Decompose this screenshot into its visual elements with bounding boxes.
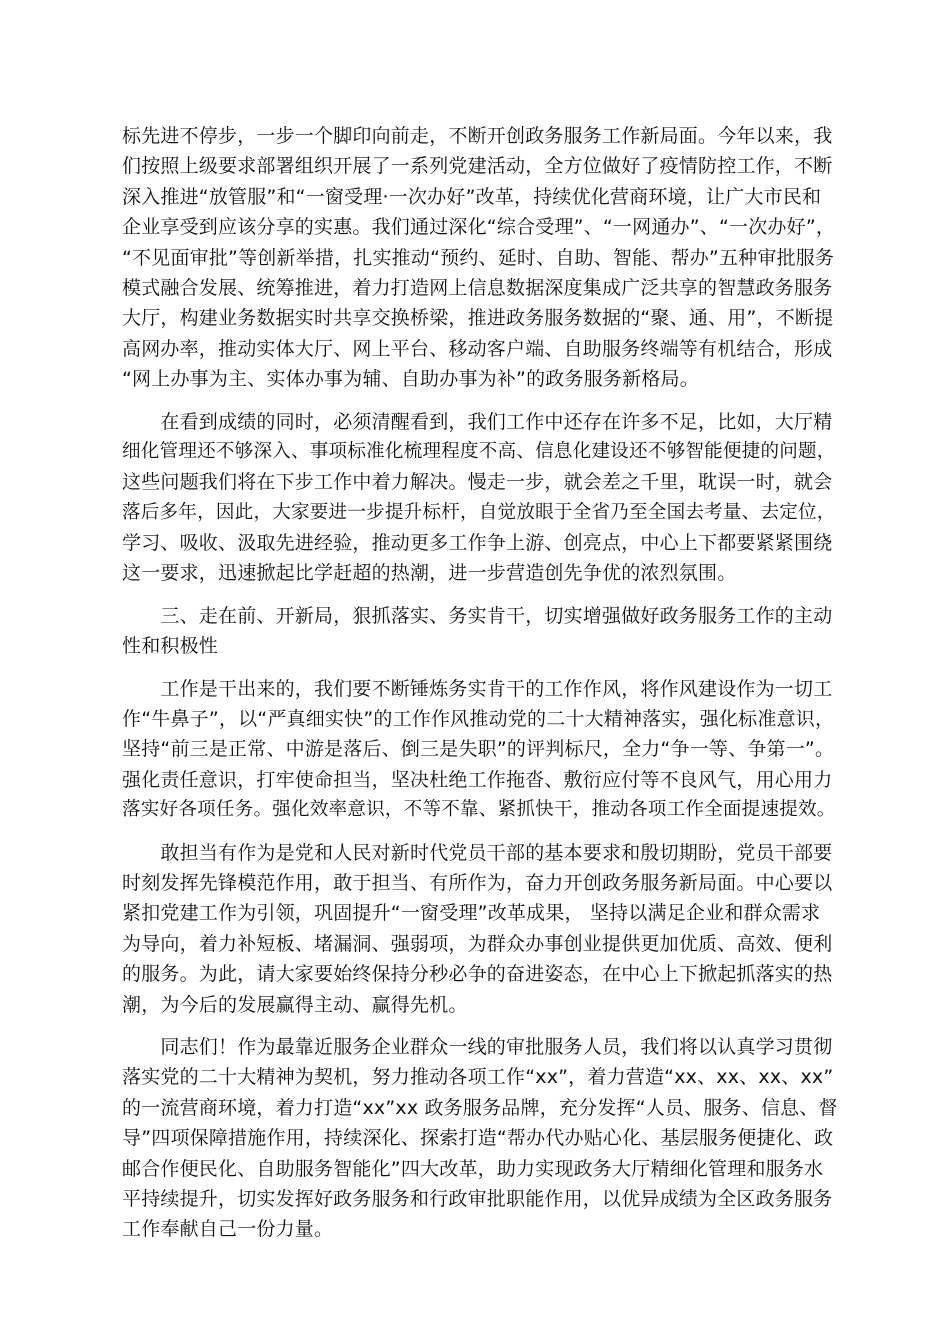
text-line: 标先进不停步，一步一个脚印向前走，不断开创政务服务工作新局面。今年以来，我 (122, 125, 833, 147)
paragraph-gap (122, 662, 840, 674)
text-line: 潮，为今后的发展赢得主动、赢得先机。 (122, 993, 468, 1016)
text-line: 这些问题我们将在下步工作中着力解决。慢走一步，就会差之千里，耽误一时，就会 (122, 471, 833, 494)
text-line: 邮合作便民化、自助服务智能化”四大改革，助力实现政务大厅精细化管理和服务水 (122, 1157, 824, 1180)
text-line: 强化责任意识，打牢使命担当，坚决杜绝工作拖沓、敷衍应付等不良风气，用心用力 (122, 768, 833, 791)
text-line: 工作奉献自己一份力量。 (122, 1218, 334, 1241)
text-line: 深入推进“放管服”和“一窗受理·一次办好”改革，持续优化营商环境，让广大市民和 (122, 185, 822, 208)
paragraph-6 (122, 1032, 840, 1245)
text-line: 导”四项保障措施作用，持续深化、探索打造“帮办代办贴心化、基层服务便捷化、政 (122, 1127, 834, 1150)
text-line: 敢担当有作为是党和人民对新时代党员干部的基本要求和殷切期盼，党员干部要 (122, 841, 833, 864)
text-line: 工作是干出来的，我们要不断锤炼务实肯干的工作作风，将作风建设作为一切工 (122, 677, 833, 700)
text-line: 落后多年，因此，大家要进一步提升标杆，自觉放眼于全省乃至全国去考量、去定位， (122, 501, 836, 523)
paragraph-4 (122, 674, 840, 826)
text-line: “不见面审批”等创新举措，扎实推动“预约、延时、自助、智能、帮办”五种审批服务 (122, 246, 835, 269)
text-line: 落实党的二十大精神为契机，努力推动各项工作“xx”，着力营造“xx、xx、xx、xx” (122, 1066, 834, 1089)
paragraph-gap (122, 1020, 840, 1032)
text-line: 大厅，构建业务数据实时共享交换桥梁，推进政务服务数据的“聚、通、用”，不断提 (122, 307, 834, 330)
text-line: 平持续提升，切实发挥好政务服务和行政审批职能作用，以优异成绩为全区政务服务 (122, 1187, 833, 1210)
text-line: 同志们！作为最靠近服务企业群众一线的审批服务人员，我们将以认真学习贯彻 (122, 1035, 833, 1058)
text-line: 企业享受到应该分享的实惠。我们通过深化“综合受理”、“一网通办”、“一次办好”， (122, 216, 836, 239)
paragraph-5 (122, 838, 840, 1020)
text-line: 学习、吸收、汲取先进经验，推动更多工作争上游、创亮点，中心上下都要紧紧围绕 (122, 532, 833, 555)
paragraph-1 (122, 121, 840, 395)
text-line: 三、走在前、开新局，狠抓落实、务实肯干，切实增强做好政务服务工作的主动 (122, 604, 833, 627)
text-line: 坚持“前三是正常、中游是落后、倒三是失职”的评判标尺，全力“争一等、争第一”。 (122, 738, 835, 761)
paragraph-gap (122, 589, 840, 601)
paragraph-2 (122, 407, 840, 589)
text-line: 作“牛鼻子”，以“严真细实快”的工作作风推动党的二十大精神落实，强化标准意识， (122, 708, 835, 731)
text-line: 这一要求，迅速掀起比学赶超的热潮，进一步营造创先争优的浓烈氛围。 (122, 562, 737, 585)
text-line: 在看到成绩的同时，必须清醒看到，我们工作中还存在许多不足，比如，大厅精 (122, 410, 833, 433)
text-line: 紧扣党建工作为引领，巩固提升“一窗受理”改革成果， 坚持以满足企业和群众需求 (122, 902, 821, 925)
paragraph-gap (122, 826, 840, 838)
text-line: 们按照上级要求部署组织开展了一系列党建活动，全方位做好了疫情防控工作，不断 (122, 155, 833, 178)
text-line: 时刻发挥先锋模范作用，敢于担当、有所作为，奋力开创政务服务新局面。中心要以 (122, 871, 833, 894)
text-line: 的一流营商环境，着力打造“xx”xx 政务服务品牌，充分发挥“人员、服务、信息、督 (122, 1096, 838, 1119)
text-line: 高网办率，推动实体大厅、网上平台、移动客户端、自助服务终端等有机结合，形成 (122, 337, 833, 360)
document-body (122, 121, 840, 1245)
text-line: 为导向，着力补短板、堵漏洞、强弱项，为群众办事创业提供更加优质、高效、便利 (122, 932, 833, 955)
text-line: 性和积极性 (122, 635, 219, 658)
text-line: 落实好各项任务。强化效率意识，不等不靠、紧抓快干，推动各项工作全面提速提效。 (122, 799, 836, 821)
section-heading-3 (122, 601, 840, 662)
text-line: 模式融合发展、统筹推进，着力打造网上信息数据深度集成广泛共享的智慧政务服务 (122, 276, 833, 299)
paragraph-gap (122, 395, 840, 407)
text-line: 的服务。为此，请大家要始终保持分秒必争的奋进姿态，在中心上下掀起抓落实的热 (122, 963, 833, 986)
text-line: 细化管理还不够深入、事项标准化梳理程度不高、信息化建设还不够智能便捷的问题， (122, 440, 836, 462)
text-line: “网上办事为主、实体办事为辅、自助办事为补”的政务服务新格局。 (122, 368, 699, 391)
